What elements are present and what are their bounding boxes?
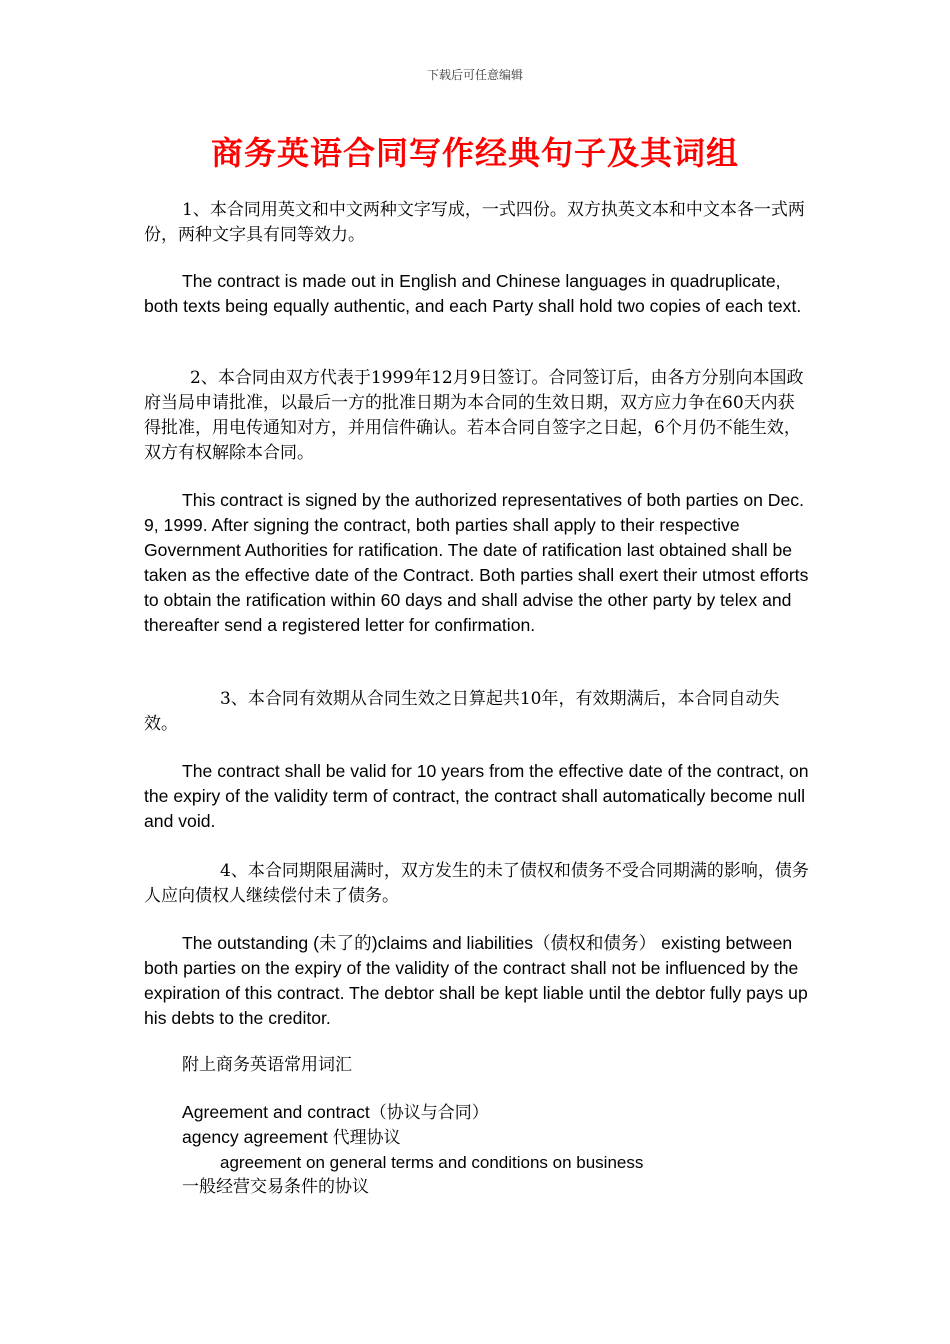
vocab-heading: 附上商务英语常用词汇: [182, 1055, 352, 1075]
clause-2-english: This contract is signed by the authorized representatives of both parties on Dec. 9, 1999. After signing the contract, both parties shall apply to their respective Government Authorities for ratification. The date of ratification last obtained shall be taken as the effective date of the Contract. Both parties shall exert their utmost efforts to obtain the ratification within 60 days and shall advise the other party by telex and thereafter send a registered letter for confirmation.: [144, 490, 809, 635]
vocab-item-en: Agreement and contract: [182, 1102, 370, 1122]
vocab-item-zh: 代理协议: [332, 1128, 401, 1148]
clause-1-english: The contract is made out in English and Chinese languages in quadruplicate, both texts being equally authentic, and each Party shall hold two copies of each text.: [144, 271, 802, 316]
vocab-item: [182, 1125, 401, 1151]
clause-3-english: The contract shall be valid for 10 years from the effective date of the contract, on the expiry of the validity term of contract, the contract shall automatically become null and void.: [144, 761, 809, 831]
clause-4-chinese: 4、本合同期限届满时，双方发生的未了债权和债务不受合同期满的影响，债务人应向债权人继续偿付未了债务。: [144, 861, 809, 906]
vocab-item-en: agreement on general terms and conditions on business: [220, 1153, 644, 1172]
clause-4-english: The outstanding (未了的)claims and liabilities（债权和债务） existing between both parties on the expiry of the validity of the contract shall not be influenced by the expiration of this contract. The debtor shall be kept liable until the debtor fully pays up his debts to the creditor.: [144, 933, 808, 1028]
vocab-item: [182, 1100, 489, 1126]
clause-3-chinese: 3、本合同有效期从合同生效之日算起共10年，有效期满后，本合同自动失效。: [144, 689, 780, 734]
vocab-item-zh: （协议与合同）: [369, 1103, 489, 1123]
vocab-item-en: agency agreement: [182, 1127, 333, 1147]
clause-2-chinese: 2、本合同由双方代表于1999年12月9日签订。合同签订后，由各方分别向本国政府当局申请批准，以最后一方的批准日期为本合同的生效日期，双方应力争在60天内获得批准，用电传通知对方，并用信件确认。若本合同自签字之日起，6个月仍不能生效，双方有权解除本合同。: [144, 368, 804, 463]
document-title: 商务英语合同写作经典句子及其词组: [210, 134, 739, 172]
header-note: 下载后可任意编辑: [426, 68, 523, 82]
clause-1-chinese: 1、本合同用英文和中文两种文字写成，一式四份。双方执英文本和中文本各一式两份，两种文字具有同等效力。: [144, 200, 805, 245]
vocab-item-zh: 一般经营交易条件的协议: [182, 1177, 369, 1197]
